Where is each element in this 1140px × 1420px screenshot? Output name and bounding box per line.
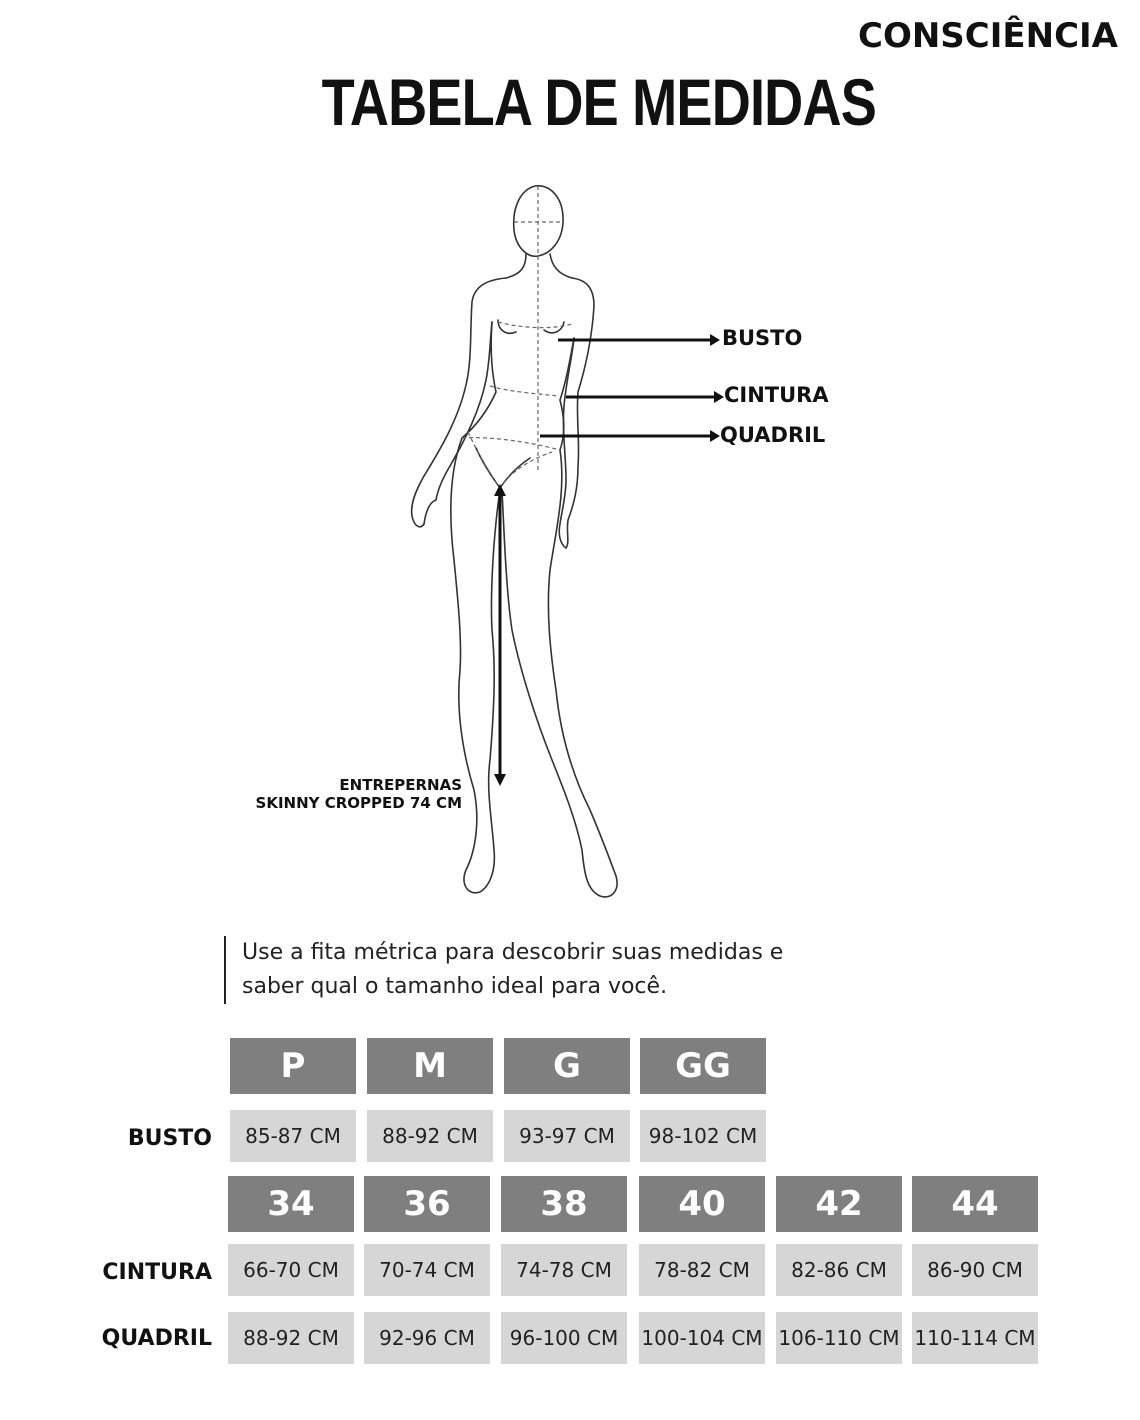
size-header-36: 36	[364, 1176, 490, 1232]
busto-cell-g: 93-97 CM	[504, 1110, 630, 1162]
cintura-row-label: CINTURA	[102, 1260, 212, 1285]
brand-logo: CONSCIÊNCIA	[858, 16, 1118, 56]
size-header-gg: GG	[640, 1038, 766, 1094]
cintura-cell-38: 74-78 CM	[501, 1244, 627, 1296]
tip-line-1: Use a fita métrica para descobrir suas medidas e	[242, 940, 784, 965]
quadril-label: QUADRIL	[720, 423, 826, 447]
inseam-label-line1: ENTREPERNAS	[339, 776, 462, 794]
cintura-cell-42: 82-86 CM	[776, 1244, 902, 1296]
size-header-40: 40	[639, 1176, 765, 1232]
size-header-m: M	[367, 1038, 493, 1094]
quadril-cell-40: 100-104 CM	[639, 1312, 765, 1364]
measuring-tip	[224, 936, 783, 1004]
cintura-cell-36: 70-74 CM	[364, 1244, 490, 1296]
quadril-cell-34: 88-92 CM	[228, 1312, 354, 1364]
size-header-g: G	[504, 1038, 630, 1094]
quadril-row-label: QUADRIL	[101, 1326, 212, 1351]
quadril-cell-44: 110-114 CM	[912, 1312, 1038, 1364]
tip-line-2: saber qual o tamanho ideal para você.	[242, 974, 668, 999]
cintura-label: CINTURA	[724, 383, 829, 407]
size-header-42: 42	[776, 1176, 902, 1232]
busto-label: BUSTO	[722, 326, 803, 350]
busto-row-label: BUSTO	[127, 1126, 212, 1151]
busto-cell-gg: 98-102 CM	[640, 1110, 766, 1162]
cintura-cell-44: 86-90 CM	[912, 1244, 1038, 1296]
size-header-44: 44	[912, 1176, 1038, 1232]
size-header-p: P	[230, 1038, 356, 1094]
busto-cell-p: 85-87 CM	[230, 1110, 356, 1162]
quadril-cell-38: 96-100 CM	[501, 1312, 627, 1364]
size-header-34: 34	[228, 1176, 354, 1232]
cintura-cell-40: 78-82 CM	[639, 1244, 765, 1296]
body-measurement-figure	[380, 170, 860, 930]
size-header-38: 38	[501, 1176, 627, 1232]
croqui-illustration	[380, 170, 860, 930]
busto-cell-m: 88-92 CM	[367, 1110, 493, 1162]
quadril-cell-42: 106-110 CM	[776, 1312, 902, 1364]
inseam-label-line2: SKINNY CROPPED 74 CM	[255, 794, 462, 812]
cintura-cell-34: 66-70 CM	[228, 1244, 354, 1296]
page-title: TABELA DE MEDIDAS	[321, 65, 876, 139]
quadril-cell-36: 92-96 CM	[364, 1312, 490, 1364]
inseam-label	[256, 776, 462, 812]
